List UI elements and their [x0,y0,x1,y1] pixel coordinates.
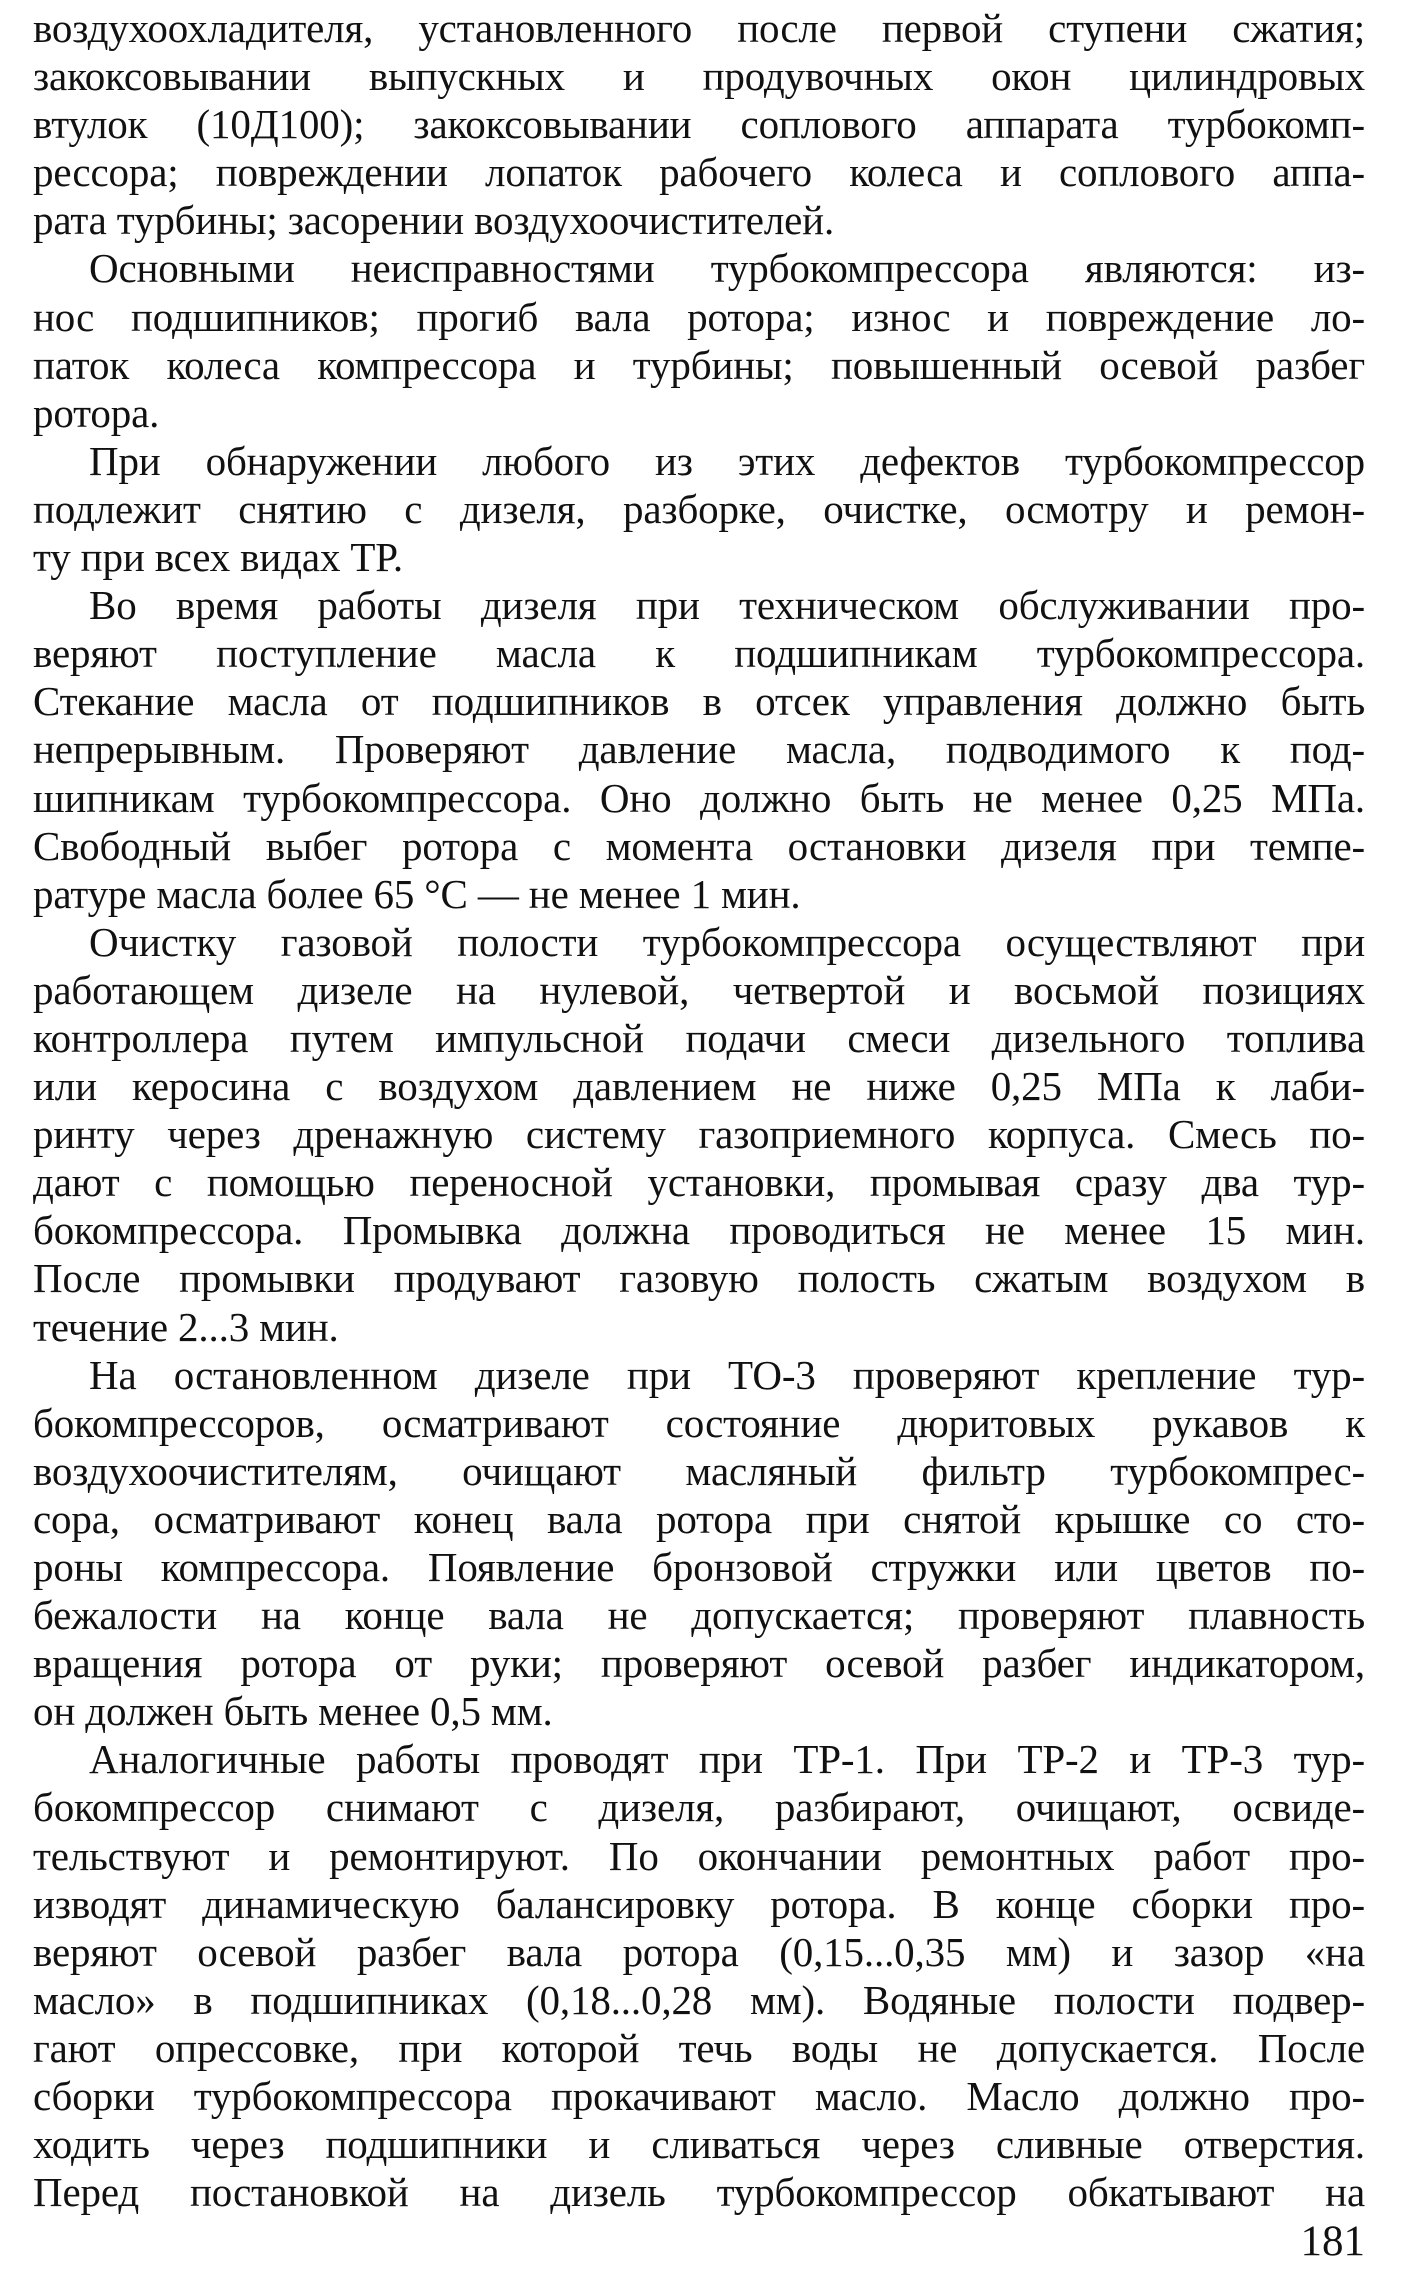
text-line: Очистку газовой полости турбокомпрессора осуществляют при [89,918,1365,965]
text-line: ту при всех видах ТР. [33,534,403,581]
text-line: дают с помощью переносной установки, промывая сразу два тур- [33,1159,1365,1206]
text-line: Стекание масла от подшипников в отсек управления должно быть [33,678,1365,725]
page-body [33,4,1365,2216]
text-line: ротора. [33,389,160,436]
text-line: шипникам турбокомпрессора. Оно должно быть не менее 0,25 МПа. [33,774,1365,821]
page-number: 181 [1300,2218,1365,2265]
text-line: бокомпрессор снимают с дизеля, разбирают, очищают, освиде- [33,1784,1365,1831]
text-line: веряют осевой разбег вала ротора (0,15...0,35 мм) и зазор «на [33,1928,1365,1975]
paragraph-3 [33,437,1365,581]
text-line: непрерывным. Проверяют давление масла, подводимого к под- [33,726,1365,773]
text-line: работающем дизеле на нулевой, четвертой и восьмой позициях [33,966,1365,1013]
text-line: втулок (10Д100); закоксовывании соплового аппарата турбокомп- [33,101,1365,148]
text-line: течение 2...3 мин. [33,1303,339,1350]
text-line: изводят динамическую балансировку ротора. В конце сборки про- [33,1880,1365,1927]
text-line: рата турбины; засорении воздухоочистителей. [33,197,835,244]
text-line: Основными неисправностями турбокомпрессора являются: из- [89,245,1365,292]
text-line: Во время работы дизеля при техническом обслуживании про- [89,582,1365,629]
text-line: или керосина с воздухом давлением не ниже 0,25 МПа к лаби- [33,1063,1365,1110]
text-line: бокомпрессора. Промывка должна проводиться не менее 15 мин. [33,1207,1365,1254]
text-line: вращения ротора от руки; проверяют осевой разбег индикатором, [33,1640,1365,1687]
text-line: ринту через дренажную систему газоприемного корпуса. Смесь по- [33,1111,1365,1158]
paragraph-1 [33,4,1365,244]
text-line: роны компрессора. Появление бронзовой стружки или цветов по- [33,1544,1365,1590]
text-line: воздухоохладителя, установленного после первой ступени сжатия; [33,5,1365,51]
text-line: гают опрессовке, при которой течь воды не допускается. После [33,2024,1365,2071]
paragraph-4 [33,581,1365,918]
text-line: контроллера путем импульсной подачи смеси дизельного топлива [33,1014,1365,1061]
book-page [33,0,1365,2291]
text-line: он должен быть менее 0,5 мм. [33,1688,553,1735]
text-line: тельствуют и ремонтируют. По окончании ремонтных работ про- [33,1832,1365,1879]
paragraph-5 [33,918,1365,1351]
text-line: подлежит снятию с дизеля, разборке, очистке, осмотру и ремон- [33,485,1365,532]
paragraph-6 [33,1351,1365,1736]
text-line: После промывки продувают газовую полость сжатым воздухом в [33,1255,1365,1302]
text-line: ратуре масла более 65 °С — не менее 1 мин. [33,870,801,917]
text-line: масло» в подшипниках (0,18...0,28 мм). Водяные полости подвер- [33,1976,1365,2023]
text-line: Свободный выбег ротора с момента остановки дизеля при темпе- [33,822,1365,869]
text-line: сборки турбокомпрессора прокачивают масло. Масло должно про- [33,2073,1365,2120]
text-line: веряют поступление масла к подшипникам турбокомпрессора. [33,630,1365,677]
paragraph-2 [33,244,1365,436]
text-line: бежалости на конце вала не допускается; проверяют плавность [33,1592,1365,1639]
text-line: рессора; повреждении лопаток рабочего колеса и соплового аппа- [33,149,1365,196]
text-line: закоксовывании выпускных и продувочных окон цилиндровых [33,53,1365,100]
text-line: сора, осматривают конец вала ротора при снятой крышке со сто- [33,1495,1365,1542]
text-line: Перед постановкой на дизель турбокомпрессор обкатывают на [33,2169,1365,2216]
text-line: воздухоочистителям, очищают масляный фильтр турбокомпрес- [33,1447,1365,1494]
text-line: бокомпрессоров, осматривают состояние дюритовых рукавов к [33,1399,1365,1446]
text-line: При обнаружении любого из этих дефектов турбокомпрессор [89,437,1365,484]
paragraph-7 [33,1735,1365,2216]
text-line: паток колеса компрессора и турбины; повышенный осевой разбег [33,341,1365,388]
text-line: ходить через подшипники и сливаться через сливные отверстия. [33,2121,1365,2168]
text-line: нос подшипников; прогиб вала ротора; износ и повреждение ло- [33,293,1365,340]
text-line: Аналогичные работы проводят при ТР-1. При ТР-2 и ТР-3 тур- [89,1736,1365,1783]
text-line: На остановленном дизеле при ТО-3 проверяют крепление тур- [89,1351,1365,1398]
